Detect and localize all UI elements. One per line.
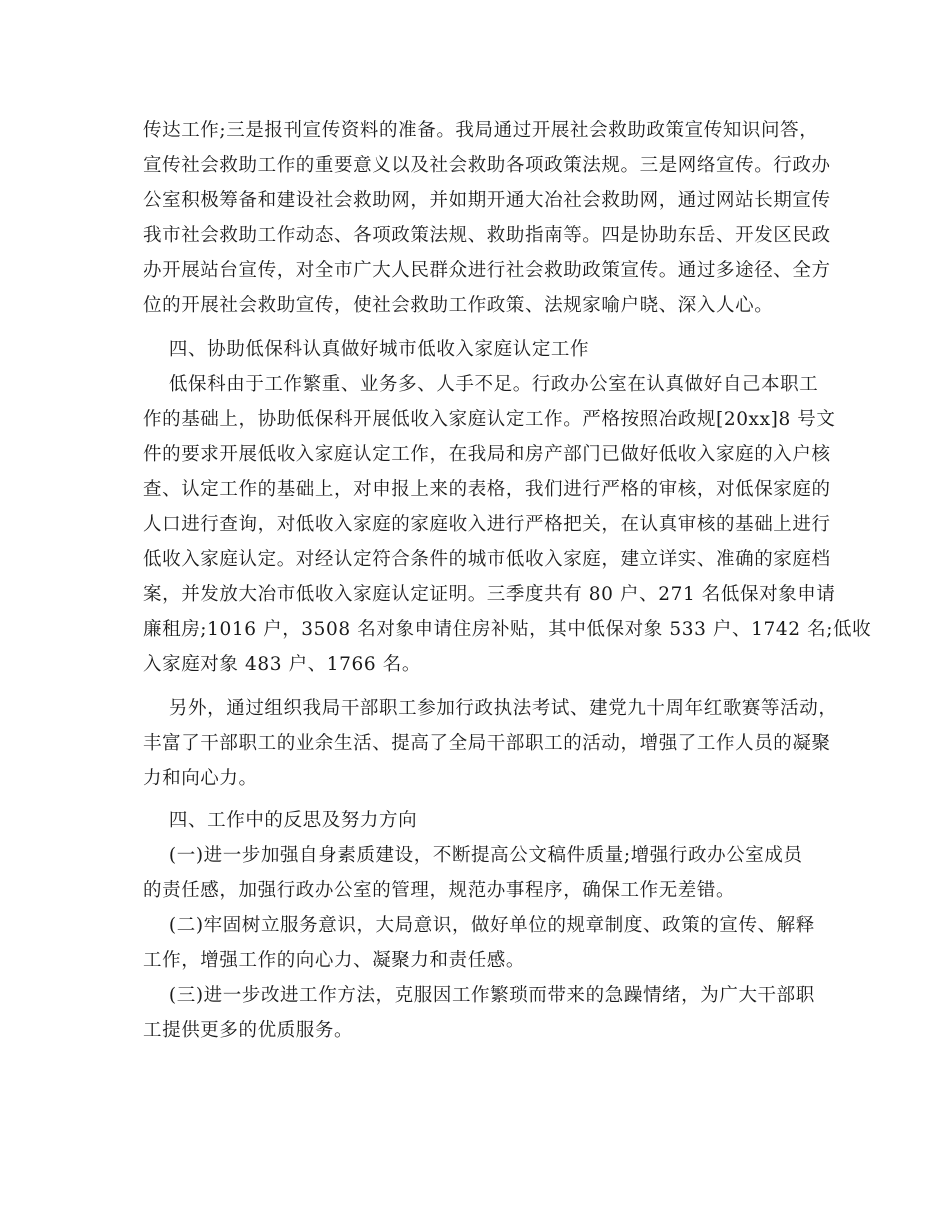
text-line: 查、认定工作的基础上，对申报上来的表格，我们进行严格的审核，对低保家庭的 — [143, 479, 831, 500]
text-line: 人口进行查询，对低收入家庭的家庭收入进行严格把关，在认真审核的基础上进行 — [143, 514, 831, 535]
text-line: 工作，增强工作的向心力、凝聚力和责任感。 — [143, 950, 526, 971]
text-line: 件的要求开展低收入家庭认定工作，在我局和房产部门已做好低收入家庭的入户核 — [143, 444, 831, 465]
text-line: 另外，通过组织我局干部职工参加行政执法考试、建党九十周年红歌赛等活动， — [143, 698, 838, 719]
text-line: 位的开展社会救助宣传，使社会救助工作政策、法规家喻户晓、深入人心。 — [143, 295, 774, 316]
section-heading: 四、协助低保科认真做好城市低收入家庭认定工作 — [143, 339, 590, 360]
text-line: 工提供更多的优质服务。 — [143, 1020, 354, 1041]
text-line: 的责任感，加强行政办公室的管理，规范办事程序，确保工作无差错。 — [143, 880, 736, 901]
text-line: 我市社会救助工作动态、各项政策法规、救助指南等。四是协助东岳、开发区民政 — [143, 225, 831, 246]
text-line: (二)牢固树立服务意识，大局意识，做好单位的规章制度、政策的宣传、解释 — [143, 915, 815, 936]
section-heading: 四、工作中的反思及努力方向 — [143, 810, 418, 831]
text-line: 力和向心力。 — [143, 768, 258, 789]
text-line: 公室积极筹备和建设社会救助网，并如期开通大冶社会救助网，通过网站长期宣传 — [143, 190, 831, 211]
text-line: 廉租房;1016 户，3508 名对象申请住房补贴，其中低保对象 533 户、1742 名;低收 — [143, 619, 872, 640]
text-line: 低收入家庭认定。对经认定符合条件的城市低收入家庭，建立详实、准确的家庭档 — [143, 549, 831, 570]
text-line: 办开展站台宣传，对全市广大人民群众进行社会救助政策宣传。通过多途径、全方 — [143, 260, 831, 281]
text-line: 入家庭对象 483 户、1766 名。 — [143, 654, 421, 675]
text-line: 丰富了干部职工的业余生活、提高了全局干部职工的活动，增强了工作人员的凝聚 — [143, 733, 831, 754]
text-line: 宣传社会救助工作的重要意义以及社会救助各项政策法规。三是网络宣传。行政办 — [143, 155, 831, 176]
text-line: 传达工作;三是报刊宣传资料的准备。我局通过开展社会救助政策宣传知识问答， — [143, 120, 819, 141]
text-line: (一)进一步加强自身素质建设，不断提高公文稿件质量;增强行政办公室成员 — [143, 845, 803, 866]
text-line: 低保科由于工作繁重、业务多、人手不足。行政办公室在认真做好自己本职工 — [143, 374, 819, 395]
text-line: 案，并发放大冶市低收入家庭认定证明。三季度共有 80 户、271 名低保对象申请 — [143, 584, 836, 605]
text-line: (三)进一步改进工作方法，克服因工作繁琐而带来的急躁情绪，为广大干部职 — [143, 985, 815, 1006]
text-line: 作的基础上，协助低保科开展低收入家庭认定工作。严格按照冶政规[20xx]8 号文 — [143, 409, 836, 430]
